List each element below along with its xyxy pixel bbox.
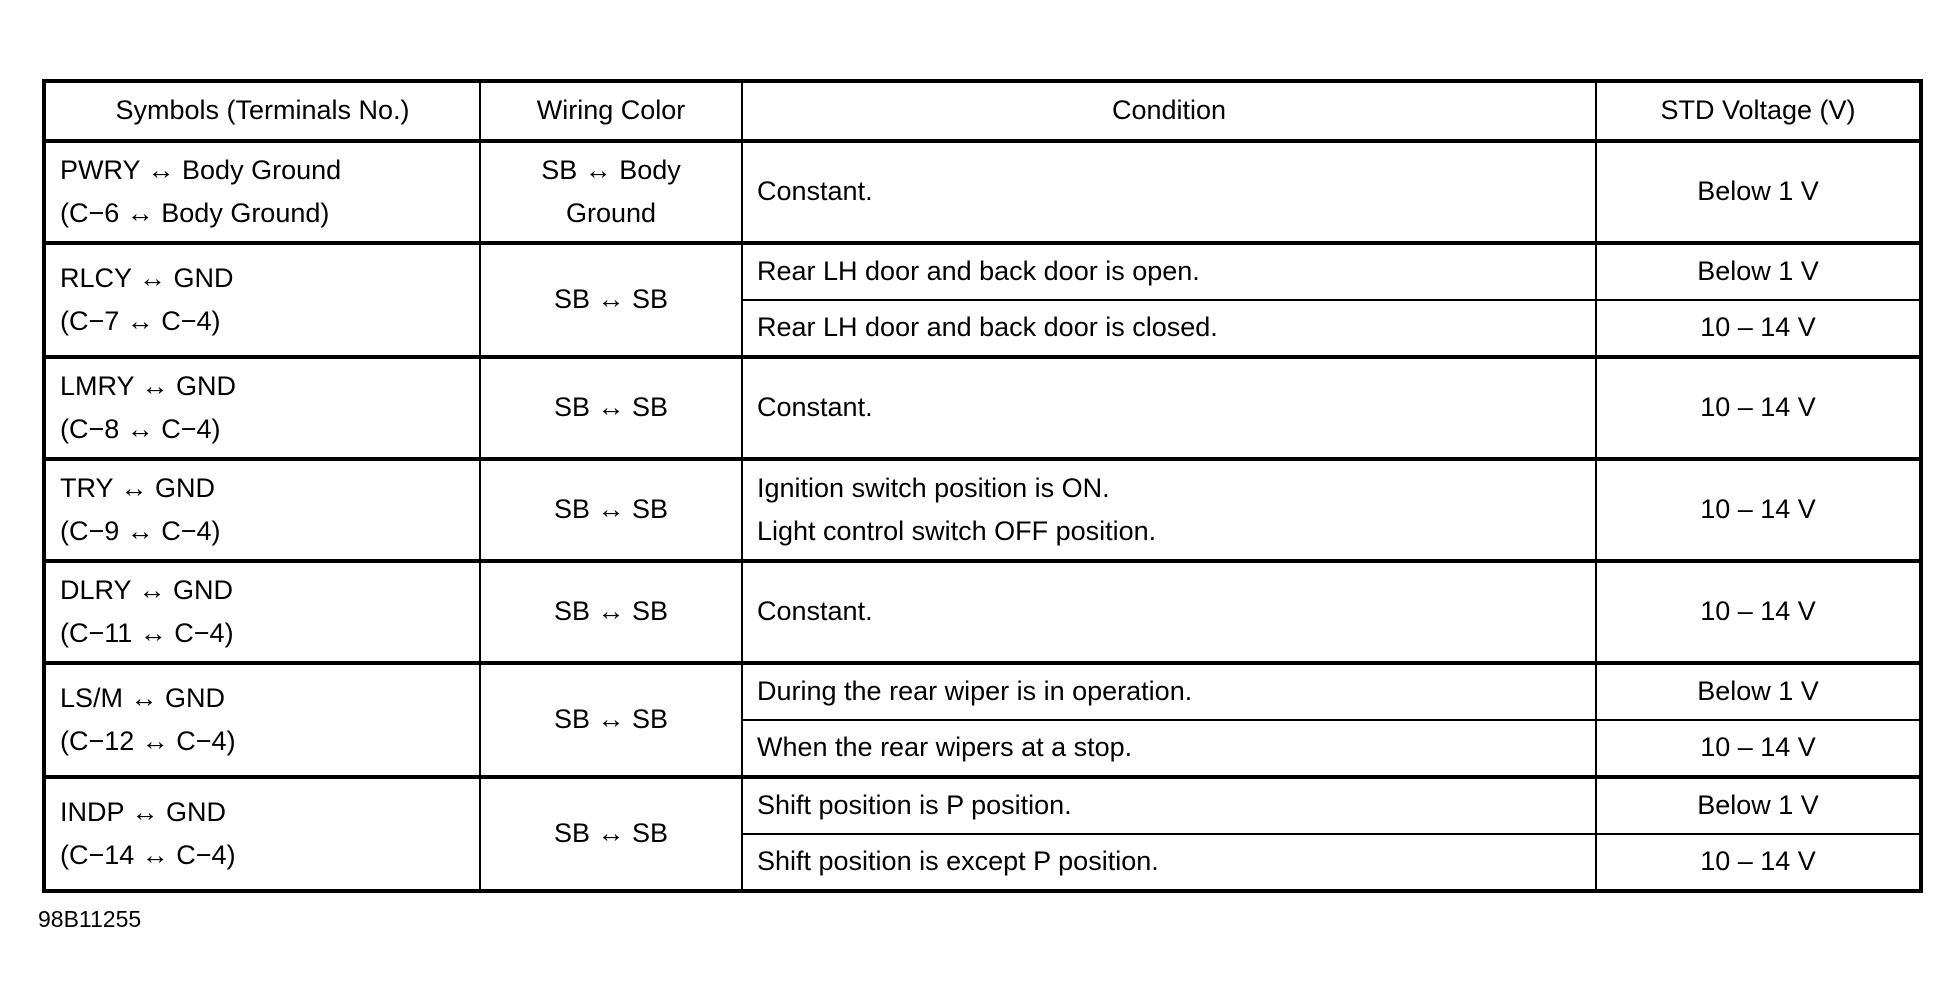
condition-cell: Rear LH door and back door is open.	[742, 243, 1596, 300]
table-row	[44, 243, 1921, 300]
symbol-cell	[44, 243, 480, 357]
terminal-voltage-table	[42, 79, 1923, 893]
condition-cell: Constant.	[742, 141, 1596, 243]
terminal-number: (C−8 ↔ C−4)	[60, 414, 221, 444]
table-row	[44, 777, 1921, 834]
condition-cell: Shift position is P position.	[742, 777, 1596, 834]
terminal-group-lsm	[44, 663, 1921, 777]
wiring-color-cell: SB ↔ SB	[480, 243, 742, 357]
wiring-color-cell: SB ↔ SB	[480, 663, 742, 777]
figure-id: 98B11255	[38, 906, 142, 932]
std-voltage-cell: 10 – 14 V	[1596, 357, 1921, 459]
table-row	[44, 459, 1921, 561]
terminal-number: (C−14 ↔ C−4)	[60, 840, 236, 870]
header-condition: Condition	[742, 81, 1596, 141]
symbol-cell	[44, 141, 480, 243]
symbol-name: PWRY ↔ Body Ground	[60, 154, 342, 185]
condition-line: Ignition switch position is ON.	[757, 472, 1110, 503]
terminal-group-indp	[44, 777, 1921, 891]
wiring-color-cell	[480, 141, 742, 243]
std-voltage-cell: Below 1 V	[1596, 243, 1921, 300]
header-wiring-color: Wiring Color	[480, 81, 742, 141]
wiring-color-line: Ground	[565, 198, 657, 228]
terminal-number: (C−9 ↔ C−4)	[60, 516, 221, 546]
wiring-color-line: SB ↔ Body	[541, 154, 681, 185]
table-row	[44, 561, 1921, 663]
symbol-name: TRY ↔ GND	[60, 472, 216, 503]
symbol-cell	[44, 561, 480, 663]
std-voltage-cell: Below 1 V	[1596, 777, 1921, 834]
wiring-color-cell: SB ↔ SB	[480, 357, 742, 459]
terminal-number: (C−7 ↔ C−4)	[60, 306, 221, 336]
symbol-name: LMRY ↔ GND	[60, 370, 237, 401]
symbol-cell	[44, 459, 480, 561]
terminal-group-rlcy	[44, 243, 1921, 357]
table-row	[44, 357, 1921, 459]
std-voltage-cell: 10 – 14 V	[1596, 720, 1921, 777]
symbol-cell	[44, 777, 480, 891]
symbol-name: RLCY ↔ GND	[60, 262, 234, 293]
condition-cell: Constant.	[742, 357, 1596, 459]
terminal-group-lmry	[44, 357, 1921, 459]
wiring-color-cell: SB ↔ SB	[480, 561, 742, 663]
symbol-cell	[44, 663, 480, 777]
condition-cell: Constant.	[742, 561, 1596, 663]
terminal-group-dlry	[44, 561, 1921, 663]
symbol-name: LS/M ↔ GND	[60, 682, 226, 713]
condition-cell: Rear LH door and back door is closed.	[742, 300, 1596, 357]
std-voltage-cell: 10 – 14 V	[1596, 834, 1921, 891]
condition-cell: Shift position is except P position.	[742, 834, 1596, 891]
std-voltage-cell: Below 1 V	[1596, 663, 1921, 720]
symbol-name: INDP ↔ GND	[60, 796, 227, 827]
wiring-color-cell: SB ↔ SB	[480, 777, 742, 891]
header-std-voltage: STD Voltage (V)	[1596, 81, 1921, 141]
header-row	[44, 81, 1921, 141]
terminal-number: (C−11 ↔ C−4)	[60, 618, 234, 648]
std-voltage-cell: 10 – 14 V	[1596, 561, 1921, 663]
condition-line: Light control switch OFF position.	[757, 516, 1157, 546]
table-row	[44, 663, 1921, 720]
symbol-name: DLRY ↔ GND	[60, 574, 234, 605]
symbol-cell	[44, 357, 480, 459]
terminal-number: (C−12 ↔ C−4)	[60, 726, 236, 756]
std-voltage-cell: Below 1 V	[1596, 141, 1921, 243]
std-voltage-cell: 10 – 14 V	[1596, 300, 1921, 357]
std-voltage-cell: 10 – 14 V	[1596, 459, 1921, 561]
terminal-group-try	[44, 459, 1921, 561]
table-header	[44, 81, 1921, 141]
wiring-color-cell: SB ↔ SB	[480, 459, 742, 561]
terminal-number: (C−6 ↔ Body Ground)	[60, 198, 330, 228]
condition-cell: During the rear wiper is in operation.	[742, 663, 1596, 720]
condition-cell	[742, 459, 1596, 561]
table-row	[44, 141, 1921, 243]
terminal-group-pwry	[44, 141, 1921, 243]
header-symbols: Symbols (Terminals No.)	[44, 81, 480, 141]
condition-cell: When the rear wipers at a stop.	[742, 720, 1596, 777]
